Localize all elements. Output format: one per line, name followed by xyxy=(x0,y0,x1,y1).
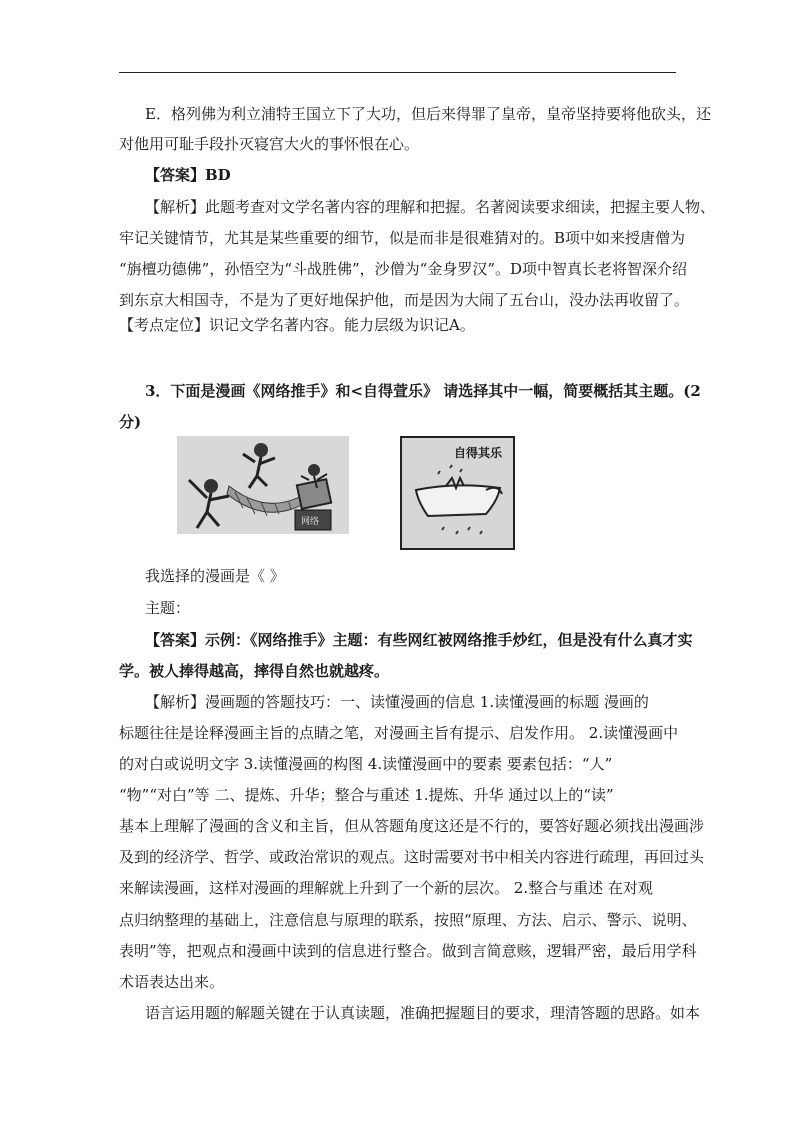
analysis-line2: 牢记关键情节，尤其是某些重要的细节，似是而非是很难猜对的。B项中如来授唐僧为 xyxy=(119,229,686,247)
comic-analysis-line8: 点归纳整理的基础上，注意信息与原理的联系，按照“原理、方法、启示、警示、说明、 xyxy=(119,911,697,929)
comic-analysis-line1: 【解析】漫画题的答题技巧：一、读懂漫画的信息 1.读懂漫画的标题 漫画的 xyxy=(145,693,649,711)
comic-network-pusher xyxy=(177,436,349,534)
kaodian-line: 【考点定位】识记文学名著内容。能力层级为识记A。 xyxy=(119,316,475,334)
comic-network-pusher-drawing xyxy=(177,436,349,534)
comic-analysis-line9: 表明”等，把观点和漫画中读到的信息进行整合。做到言简意赅，逻辑严密，最后用学科 xyxy=(119,942,697,960)
analysis-line1: 【解析】此题考查对文学名著内容的理解和把握。名著阅读要求细读，把握主要人物、 xyxy=(145,198,716,216)
analysis-line4: 到东京大相国寺，不是为了更好地保护他，而是因为大闹了五台山，没办法再收留了。 xyxy=(119,291,690,309)
answer-example-line1: 【答案】示例：《网络推手》主题：有些网红被网络推手炒红，但是没有什么真才实 xyxy=(145,631,693,649)
language-use-line: 语言运用题的解题关键在于认真读题，准确把握题目的要求，理清答题的思路。如本 xyxy=(145,1004,701,1022)
comic-analysis-line6: 及到的经济学、哲学、或政治常识的观点。这时需要对书中相关内容进行疏理，再回过头 xyxy=(119,848,705,866)
comic-analysis-line5: 基本上理解了漫画的含义和主旨，但从答题角度这还是不行的，要答好题必须找出漫画涉 xyxy=(119,817,705,835)
comic-analysis-line2: 标题往往是诠释漫画主旨的点睛之笔，对漫画主旨有提示、启发作用。 2.读懂漫画中 xyxy=(119,724,679,742)
comic-analysis-line3: 的对白或说明文字 3.读懂漫画的构图 4.读懂漫画中的要素 要素包括：“人” xyxy=(119,755,613,773)
answer-label: 【答案】BD xyxy=(145,166,231,184)
comic-analysis-line7: 来解读漫画，这样对漫画的理解就上升到了一个新的层次。 2.整合与重述 在对观 xyxy=(119,879,653,897)
option-e-line1: E．格列佛为利立浦特王国立下了大功，但后来得罪了皇帝，皇帝坚持要将他砍头，还 xyxy=(145,105,711,123)
header-rule xyxy=(119,72,676,73)
analysis-line3: “旃檀功德佛”，孙悟空为“斗战胜佛”，沙僧为“金身罗汉”。D项中智真长老将智深介绍 xyxy=(119,260,688,278)
comic-sign-text: 网络 xyxy=(301,517,320,527)
question-3-line1: 3．下面是漫画《网络推手》和<自得萱乐》 请选择其中一幅，简要概括其主题。(2 xyxy=(145,382,701,400)
choose-comic-line: 我选择的漫画是《 》 xyxy=(145,567,285,585)
comic-analysis-line10: 术语表达出来。 xyxy=(119,973,225,991)
option-e-line2: 对他用可耻手段扑灭寝宫大火的事怀恨在心。 xyxy=(119,135,420,153)
question-3-line2: 分) xyxy=(119,413,142,431)
comic-analysis-line4: “物”“对白”等 二、提炼、升华；整合与重述 1.提炼、升华 通过以上的“读” xyxy=(119,786,614,804)
theme-line: 主题： xyxy=(145,599,191,617)
comic-title: 自得其乐 xyxy=(454,446,503,460)
answer-example-line2: 学。被人捧得越高，摔得自然也就越疼。 xyxy=(119,662,390,680)
comic-self-enjoy xyxy=(400,436,515,550)
